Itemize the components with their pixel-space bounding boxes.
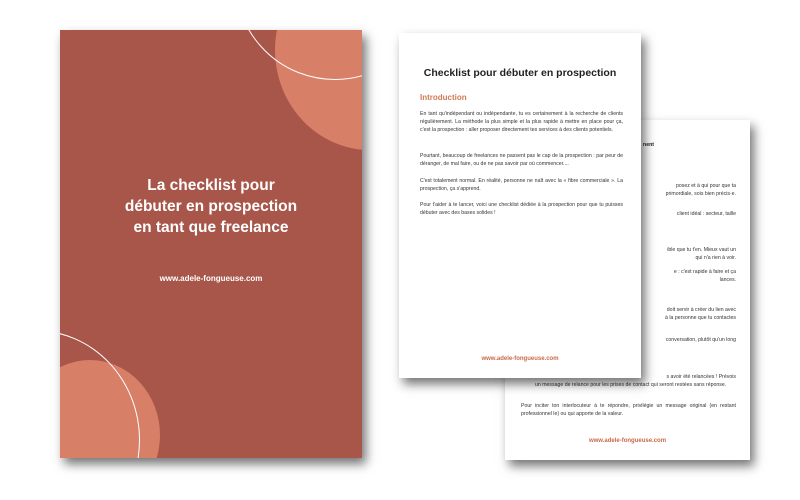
cover-title — [60, 175, 362, 238]
page2-text-fragment: à la personne que tu contactes — [665, 315, 736, 321]
decorative-arc-top — [235, 30, 362, 80]
cover-title-line: La checklist pour — [147, 177, 275, 194]
decorative-arc-bottom — [60, 330, 140, 458]
cover-title-line: débuter en prospection — [124, 198, 298, 215]
page2-text-fragment: qui n'a rien à voir. — [695, 255, 736, 261]
ebook-cover — [60, 30, 362, 458]
page2-heading-fragment: nent — [643, 142, 654, 148]
page2-text-fragment: conversation, plutôt qu'un long — [665, 337, 736, 343]
intro-paragraph: Pour t'aider à te lancer, voici une checklist dédiée à la prospection pour que tu puisses débuter avec des bases solides ! — [420, 202, 623, 217]
page2-text-fragment: e : c'est rapide à faire et ça — [673, 269, 736, 275]
page2-paragraph: Pour inciter ton interlocuteur à te répondre, privilégie un message original (en restant professionnel le) ou qui apporte de la valeur. — [521, 403, 736, 417]
intro-paragraph: C'est totalement normal. En réalité, personne ne naît avec la « fibre commerciale ». La prospection, ça s'apprend. — [420, 178, 623, 193]
page2-text-fragment: un message de relance pour les prises de contact qui seront restées sans réponse. — [535, 382, 727, 388]
page2-text-fragment: lances. — [719, 277, 736, 283]
cover-website-url: www.adele-fongueuse.com — [159, 274, 263, 283]
page2-text-fragment: client idéal : secteur, taille — [676, 211, 736, 217]
page1-title: Checklist pour débuter en prospection — [423, 67, 617, 79]
page2-text-fragment: ible que tu t'en. Mieux vaut un — [667, 247, 736, 253]
page2-website-url: www.adele-fongueuse.com — [588, 438, 667, 444]
page2-text-fragment: doit servir à créer du lien avec — [666, 307, 736, 313]
intro-paragraph: En tant qu'indépendant ou indépendante, tu es certainement à la recherche de clients régulièrement. La méthode la plus simple et la plus rapide à mettre en place pour ça, c'est la prospection : aller proposer directement tes services à des clients potentiels. — [420, 111, 623, 134]
page2-text-fragment: s avoir été relancées ! Prévois — [666, 374, 736, 380]
intro-paragraph: Pourtant, beaucoup de freelances ne passent pas le cap de la prospection : par peur de déranger, de mal faire, ou de ne pas savoir par où commencer.... — [420, 153, 623, 168]
checklist-page-1 — [399, 33, 641, 378]
page2-text-fragment: posez et à qui pour que ta — [676, 183, 736, 189]
cover-title-line: en tant que freelance — [133, 219, 289, 236]
section-heading-introduction: Introduction — [420, 93, 467, 102]
page1-website-url: www.adele-fongueuse.com — [481, 356, 559, 362]
page2-text-fragment: primordiale, sois bien précis·e. — [665, 191, 736, 197]
